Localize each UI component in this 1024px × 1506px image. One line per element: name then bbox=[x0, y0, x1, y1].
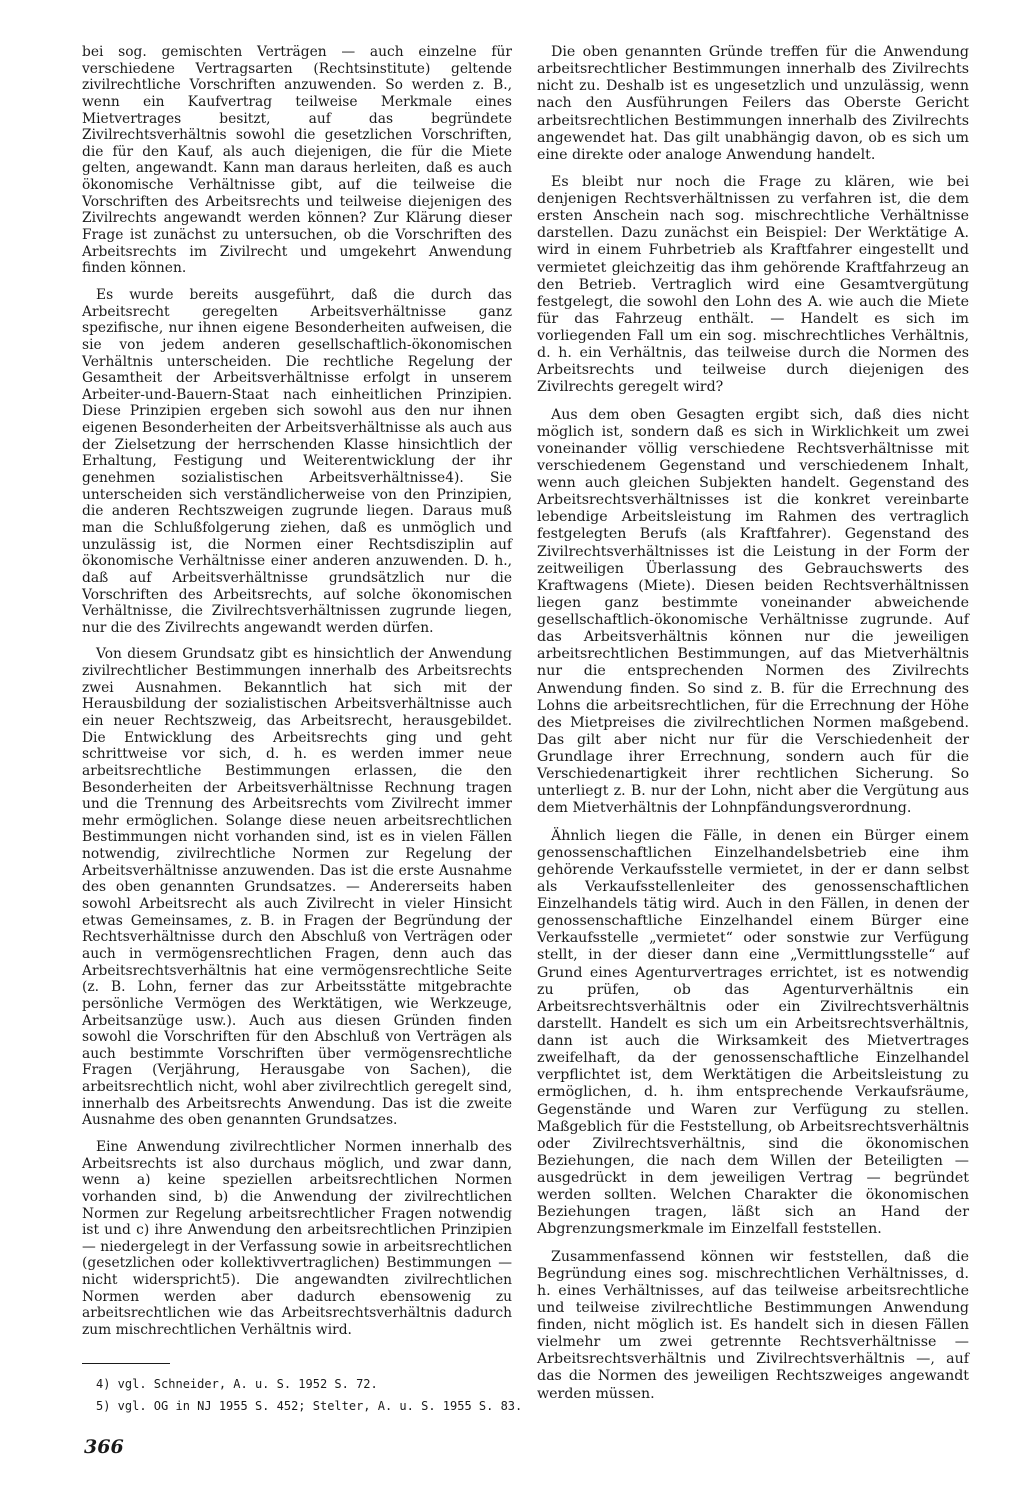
right-column bbox=[537, 44, 969, 1413]
footnote-5: 5) vgl. OG in NJ 1955 S. 452; Stelter, A. u. S. 1955 S. 83. bbox=[96, 1399, 523, 1413]
footnote-4: 4) vgl. Schneider, A. u. S. 1952 S. 72. bbox=[96, 1377, 378, 1391]
page-number: 366 bbox=[84, 1436, 124, 1458]
left-paragraph-2: Es wurde bereits ausgeführt, daß die durch das Arbeitsrecht geregelten Arbeitsverhältnisse ganz spezifische, nur ihnen eigene Besonderheiten aufweisen, die sie von jedem anderen gesellschaftlich-ökonomischen Verhältnis unterscheiden. Die rechtliche Regelung der Gesamtheit der Arbeitsverhältnisse erfolgt in unserem Arbeiter-und-Bauern-Staat nach einheitlichen Prinzipien. Diese Prinzipien ergeben sich sowohl aus den nur ihnen eigenen Besonderheiten der Arbeitsverhältnisse als auch aus der Zielsetzung der herrschenden Klasse hinsichtlich der Erhaltung, Festigung und Weiterentwicklung der ihr genehmen sozialistischen Arbeitsverhältnisse4). Sie unterscheiden sich verständlicherweise von den Prinzipien, die anderen Rechtszweigen zugrunde liegen. Daraus muß man die Schlußfolgerung ziehen, daß es unmöglich und unzulässig ist, die Normen einer Rechtsdisziplin auf ökonomische Verhältnisse einer anderen anzuwenden. D. h., daß auf Arbeitsverhältnisse grundsätzlich nur die Vorschriften des Arbeitsrechts, auf solche ökonomischen Verhältnisse, die Zivilrechtsverhältnissen zugrunde liegen, nur die des Zivilrechts angewandt werden dürfen. bbox=[82, 286, 512, 636]
right-paragraph-4: Ähnlich liegen die Fälle, in denen ein Bürger einem genossenschaftlichen Einzelhandelsbetrieb eine ihm gehörende Verkaufsstelle vermietet, in der er dann selbst als Verkaufsstellenleiter des genossenschaftlichen Einzelhandels tätig wird. Auch in den Fällen, in denen der genossenschaftliche Einzelhandel einem Bürger eine Verkaufsstelle „vermietet“ oder sonstwie zur Verfügung stellt, in der dieser dann eine „Vermittlungsstelle“ auf Grund eines Agenturvertrages errichtet, ist es notwendig zu prüfen, ob das Agenturverhältnis ein Arbeitsrechtsverhältnis oder ein Zivilrechtsverhältnis darstellt. Handelt es sich um ein Arbeitsrechtsverhältnis, dann ist auch die Wirksamkeit des Mietvertrages zweifelhaft, da der genossenschaftliche Einzelhandel verpflichtet ist, dem Werktätigen die Arbeitsleistung zu ermöglichen, d. h. ihm entsprechende Verkaufsräume, Gegenstände und Waren zur Verfügung zu stellen. Maßgeblich für die Feststellung, ob Arbeitsrechtsverhältnis oder Zivilrechtsverhältnis, sind die ökonomischen Beziehungen, die nach dem Willen der Beteiligten — ausgedrückt in dem jeweiligen Vertrag — begründet werden sollten. Welchen Charakter die ökonomischen Beziehungen tragen, läßt sich an Hand der Abgrenzungsmerkmale im Einzelfall feststellen. bbox=[537, 827, 969, 1238]
right-paragraph-1: Die oben genannten Gründe treffen für die Anwendung arbeitsrechtlicher Bestimmungen innerhalb des Zivilrechts nicht zu. Deshalb ist es ungesetzlich und unzulässig, wenn nach den Ausführungen Feilers das Oberste Gericht arbeitsrechtlichen Bestimmungen innerhalb des Zivilrechts angewendet hat. Das gilt unabhängig davon, ob es sich um eine direkte oder analoge Anwendung handelt. bbox=[537, 44, 969, 163]
footnotes bbox=[96, 1373, 523, 1417]
left-paragraph-4: Eine Anwendung zivilrechtlicher Normen innerhalb des Arbeitsrechts ist also durchaus möglich, und zwar dann, wenn a) keine speziellen arbeitsrechtlichen Normen vorhanden sind, b) die Anwendung der zivilrechtlichen Normen zur Regelung arbeitsrechtlicher Fragen notwendig ist und c) ihre Anwendung den arbeitsrechtlichen Prinzipien — niedergelegt in der Verfassung sowie in arbeitsrechtlichen (gesetzlichen oder kollektivvertraglichen) Bestimmungen — nicht widerspricht5). Die angewandten zivilrechtlichen Normen werden aber dadurch ebensowenig zu arbeitsrechtlichen wie das Arbeitsrechtsverhältnis dadurch zum mischrechtlichen Verhältnis wird. bbox=[82, 1139, 512, 1339]
right-paragraph-2: Es bleibt nur noch die Frage zu klären, wie bei denjenigen Rechtsverhältnissen zu verfahren ist, die dem ersten Anschein nach sog. mischrechtliche Verhältnisse darstellen. Dazu zunächst ein Beispiel: Der Werktätige A. wird in einem Fuhrbetrieb als Kraftfahrer eingestellt und vermietet gleichzeitig das ihm gehörende Kraftfahrzeug an den Betrieb. Vertraglich wird eine Gesamtvergütung festgelegt, die sowohl den Lohn des A. wie auch die Miete für das Fahrzeug enthält. — Handelt es sich im vorliegenden Fall um ein sog. mischrechtliches Verhältnis, d. h. ein Verhältnis, das teilweise durch die Normen des Arbeitsrechts und teilweise durch diejenigen des Zivilrechts geregelt wird? bbox=[537, 173, 969, 396]
right-paragraph-3: Aus dem oben Gesagten ergibt sich, daß dies nicht möglich ist, sondern daß es sich in Wirklichkeit um zwei voneinander völlig verschiedene Rechtsverhältnisse mit verschiedenem Gegenstand und verschiedenem Inhalt, wenn auch gleichen Subjekten handelt. Gegenstand des Arbeitsrechtsverhältnisses ist die konkret vereinbarte lebendige Arbeitsleistung im Rahmen des vertraglich festgelegten Berufs (als Kraftfahrer). Gegenstand des Zivilrechtsverhältnisses ist die Leistung in der Form der zeitweiligen Überlassung des Gebrauchswerts des Kraftwagens (Miete). Diesen beiden Rechtsverhältnissen liegen ganz bestimmte voneinander abweichende gesellschaftlich-ökonomische Verhältnisse zugrunde. Auf das Arbeitsverhältnis können nur die jeweiligen arbeitsrechtlichen Bestimmungen, auf das Mietverhältnis nur die entsprechenden Normen des Zivilrechts Anwendung finden. So sind z. B. für die Errechnung des Lohns die arbeitsrechtlichen, für die Errechnung der Höhe des Mietpreises die zivilrechtlichen Normen maßgebend. Das gilt aber nicht nur für die Verschiedenheit der Grundlage ihrer Errechnung, sondern auch für die Verschiedenartigkeit ihrer rechtlichen Sicherung. So unterliegt z. B. nur der Lohn, nicht aber die Vergütung aus dem Mietverhältnis der Lohnpfändungsverordnung. bbox=[537, 406, 969, 817]
right-paragraph-5: Zusammenfassend können wir feststellen, daß die Begründung eines sog. mischrechtlichen Verhältnisses, d. h. eines Verhältnisses, auf das teilweise arbeitsrechtliche und teilweise zivilrechtliche Bestimmungen Anwendung finden, nicht möglich ist. Es handelt sich in diesen Fällen vielmehr um zwei getrennte Rechtsverhältnisse — Arbeitsrechtsverhältnis und Zivilrechtsverhältnis —, auf das die Normen des jeweiligen Rechtszweiges angewandt werden müssen. bbox=[537, 1248, 969, 1402]
footnote-divider bbox=[82, 1363, 170, 1364]
left-paragraph-3: Von diesem Grundsatz gibt es hinsichtlich der Anwendung zivilrechtlicher Bestimmungen innerhalb des Arbeitsrechts zwei Ausnahmen. Bekanntlich hat sich mit der Herausbildung der sozialistischen Arbeitsverhältnisse auch ein neuer Rechtszweig, das Arbeitsrecht, herausgebildet. Die Entwicklung des Arbeitsrechts ging und geht schrittweise vor sich, d. h. es werden immer neue arbeitsrechtliche Bestimmungen erlassen, die den Besonderheiten der Arbeitsverhältnisse Rechnung tragen und die Trennung des Arbeitsrechts vom Zivilrecht immer mehr ermöglichen. Solange diese neuen arbeitsrechtlichen Bestimmungen nicht vorhanden sind, ist es in vielen Fällen notwendig, zivilrechtliche Normen zur Regelung der Arbeitsverhältnisse anzuwenden. Das ist die erste Ausnahme des oben genannten Grundsatzes. — Andererseits haben sowohl Arbeitsrecht als auch Zivilrecht in vieler Hinsicht etwas Gemeinsames, z. B. in Fragen der Begründung der Rechtsverhältnisse durch den Abschluß von Verträgen oder auch in vermögensrechtlichen Fragen, denn auch das Arbeitsrechtsverhältnis hat eine vermögensrechtliche Seite (z. B. Lohn, ferner das zur Arbeitsstätte mitgebrachte persönliche Vermögen des Werktätigen, wie Werkzeuge, Arbeitsanzüge usw.). Auch aus diesen Gründen finden sowohl die Vorschriften für den Abschluß von Verträgen als auch bestimmte Vorschriften über vermögensrechtliche Fragen (Verjährung, Herausgabe von Sachen), die arbeitsrechtlich nicht, wohl aber zivilrechtlich geregelt sind, innerhalb des Arbeitsrechts Anwendung. Das ist die zweite Ausnahme des oben genannten Grundsatzes. bbox=[82, 646, 512, 1129]
left-column bbox=[82, 44, 512, 1349]
left-paragraph-1: bei sog. gemischten Verträgen — auch einzelne für verschiedene Vertragsarten (Rechtsinstitute) geltende zivilrechtliche Vorschriften anzuwenden. So werden z. B., wenn ein Kaufvertrag teilweise Merkmale eines Mietvertrages besitzt, auf das begründete Zivilrechtsverhältnis sowohl die gesetzlichen Vorschriften, die für den Kauf, als auch diejenigen, die für die Miete gelten, angewandt. Kann man daraus herleiten, daß es auch ökonomische Verhältnisse gibt, auf die teilweise die Vorschriften des Arbeitsrechts und teilweise diejenigen des Zivilrechts angewandt werden können? Zur Klärung dieser Frage ist zunächst zu untersuchen, ob die Vorschriften des Arbeitsrechts im Zivilrecht und umgekehrt Anwendung finden können. bbox=[82, 44, 512, 277]
